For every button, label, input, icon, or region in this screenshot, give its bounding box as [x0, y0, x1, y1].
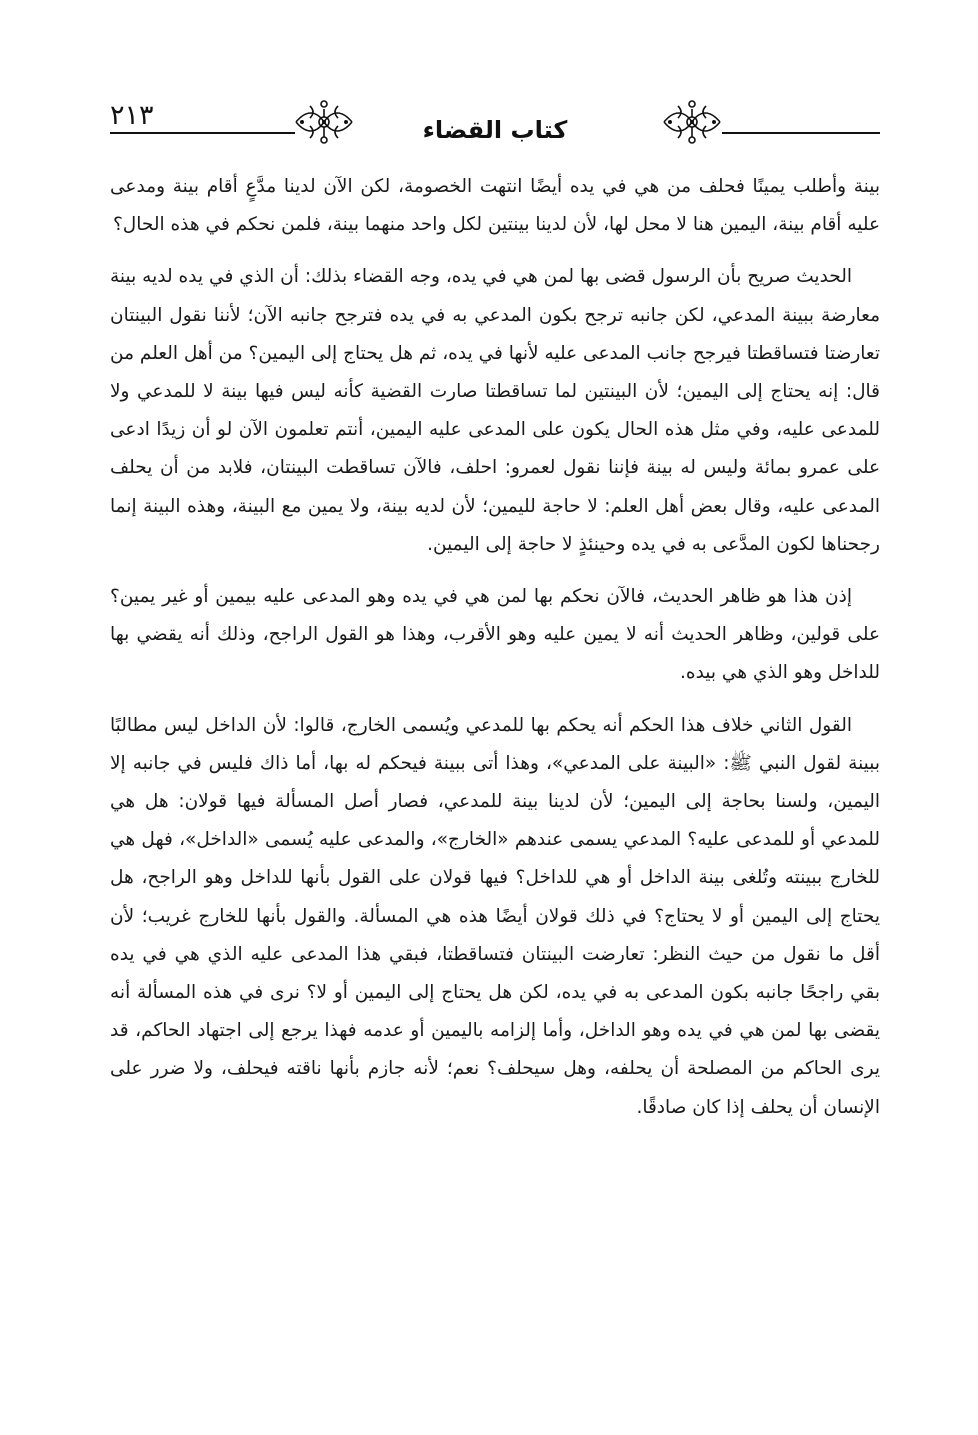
page-body	[110, 168, 880, 1127]
paragraph: إذن هذا هو ظاهر الحديث، فالآن نحكم بها لمن هي في يده وهو المدعى عليه بيمين أو غير يمين؟ على قولين، وظاهر الحديث أنه لا يمين عليه وهو الأقرب، وهذا هو القول الراجح، وذلك أنه يقضي بها للداخل وهو الذي هي بيده.	[110, 586, 880, 684]
paragraph: بينة وأطلب يمينًا فحلف من هي في يده أيضًا انتهت الخصومة، لكن الآن لدينا مدَّعٍ أقام بينة ومدعى عليه أقام بينة، اليمين هنا لا محل لها، لأن لدينا بينتين لكل واحد منهما بينة، فلمن نحكم في هذه الحال؟	[110, 176, 880, 236]
paragraph: الحديث صريح بأن الرسول قضى بها لمن هي في يده، وجه القضاء بذلك: أن الذي في يده لديه بينة معارضة ببينة المدعي، لكن جانبه ترجح بكون المدعي به في يده فترجح جانبه الآن؛ لأننا نقول البينتان تعارضتا فتساقطتا فيرجح جانب المدعى عليه لأنها في يده، ثم هل يحتاج إلى اليمين؟ من أهل العلم من قال: إنه يحتاج إلى اليمين؛ لأن البينتين لما تساقطتا صارت القضية كأنه ليس فيها بينة لا للمدعي ولا للمدعى عليه، وفي مثل هذه الحال يكون على المدعى عليه اليمين، أنتم تعلمون الآن لو أن زيدًا ادعى على عمرو بمائة وليس له بينة فإننا نقول لعمرو: احلف، فالآن تساقطت البينتان، فلابد من أن يحلف المدعى عليه، وقال بعض أهل العلم: لا حاجة لليمين؛ لأن لديه بينة، ولا يمين مع البينة، وهذه البينة إنما رجحناها لكون المدَّعى به في يده وحينئذٍ لا حاجة إلى اليمين.	[110, 266, 880, 555]
page-number: ٢١٣	[110, 100, 154, 131]
page-header	[110, 92, 880, 162]
floral-ornament-icon	[658, 96, 726, 148]
header-title: كتاب القضاء	[422, 116, 568, 144]
paragraph: القول الثاني خلاف هذا الحكم أنه يحكم بها للمدعي ويُسمى الخارج، قالوا: لأن الداخل ليس مطالبًا ببينة لقول النبي ﷺ: «البينة على المدعي»، وهذا أتى ببينة فيحكم له بها، أما ذاك فليس في جانبه إلا اليمين، ولسنا بحاجة إلى اليمين؛ لأن لدينا بينة للمدعي، فصار أصل المسألة فيها قولان: هل هي للمدعي أو للمدعى عليه؟ المدعي يسمى عندهم «الخارج»، والمدعى عليه يُسمى «الداخل»، فهل هي للخارج ببينته وتُلغى بينة الداخل أو هي للداخل؟ فيها قولان على القول بأنها للداخل وهو الراجح، هل يحتاج إلى اليمين أو لا يحتاج؟ في ذلك قولان أيضًا هذه هي المسألة. والقول بأنها للخارج غريب؛ لأن أقل ما نقول من حيث النظر: تعارضت البينتان فتساقطتا، فبقي هذا المدعى عليه الذي هي في يده بقي راجحًا جانبه بكون المدعى به في يده، لكن هل يحتاج إلى اليمين أو لا؟ نرى في هذه المسألة أنه يقضى بها لمن هي في يده وهو الداخل، وأما إلزامه باليمين أو عدمه فهذا يرجع إلى اجتهاد الحاكم، قد يرى الحاكم من المصلحة أن يحلفه، وهل سيحلف؟ نعم؛ لأنه جازم بأنها ناقته فيحلف، ولا ضرر على الإنسان أن يحلف إذا كان صادقًا.	[110, 714, 880, 1118]
